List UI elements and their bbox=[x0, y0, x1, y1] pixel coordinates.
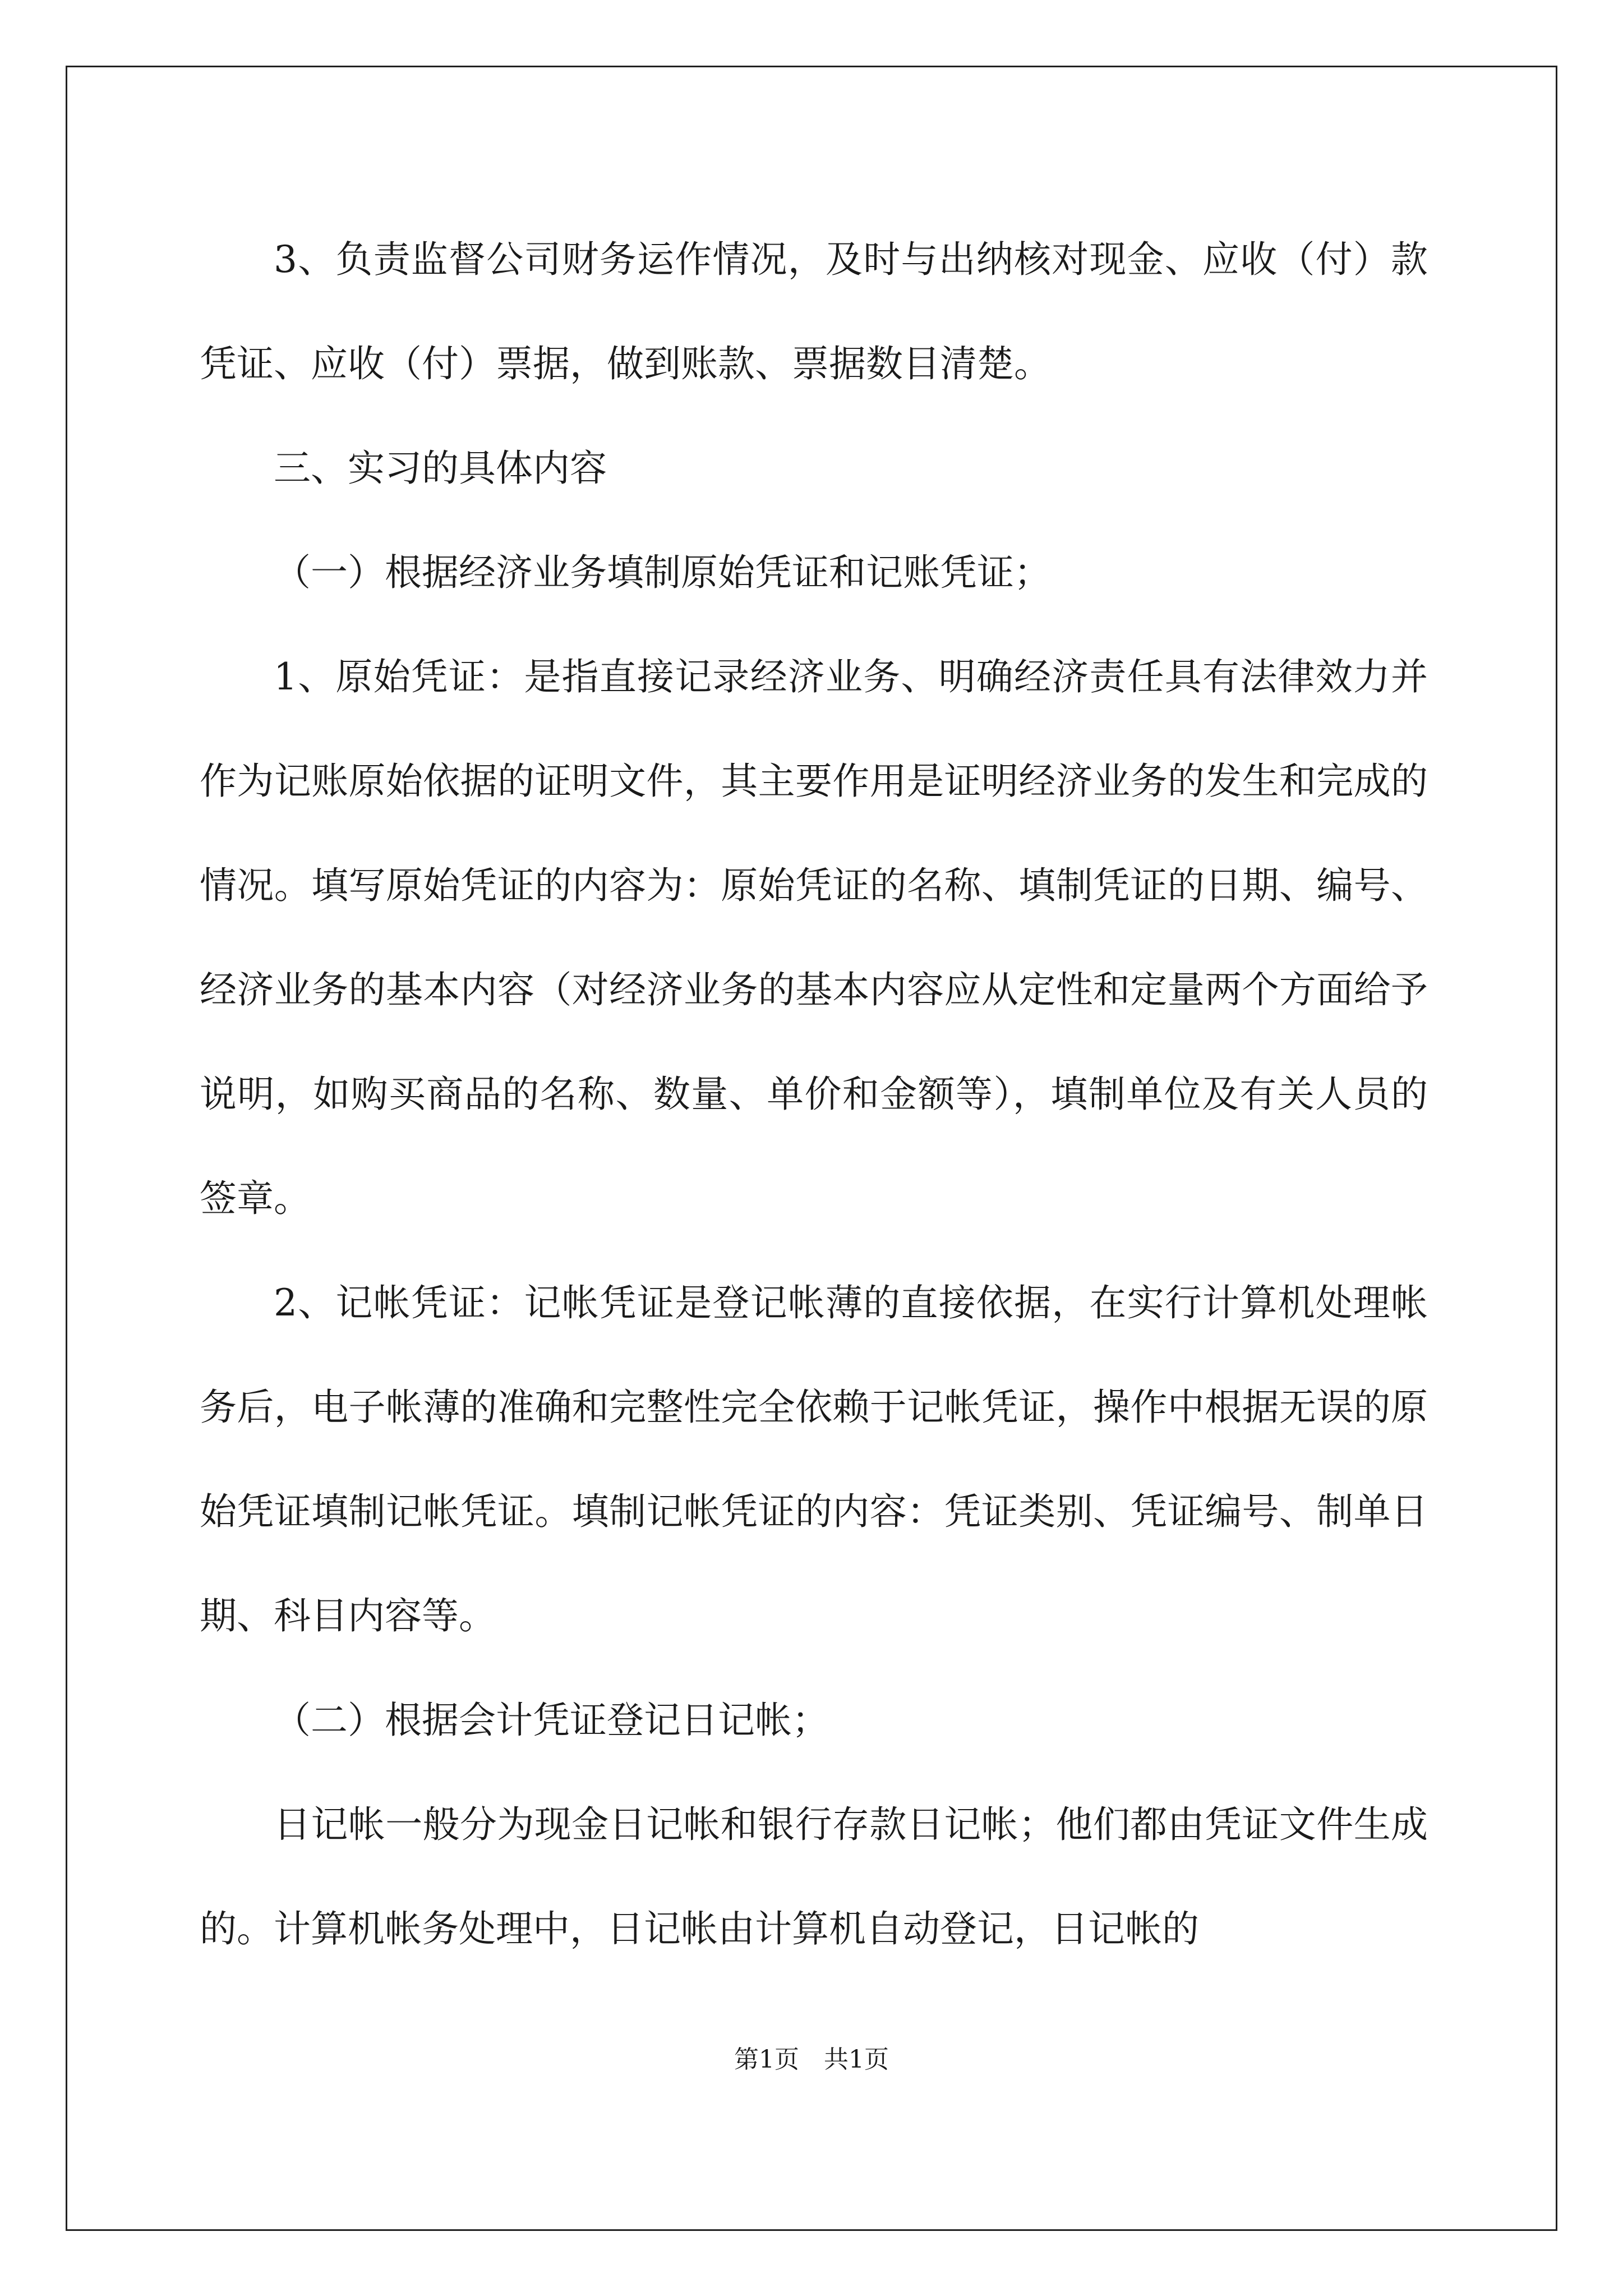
page-number: 第1页 共1页 bbox=[734, 2045, 889, 2074]
section-heading-3: 三、实习的具体内容 bbox=[274, 447, 607, 490]
document-body bbox=[200, 208, 1428, 1981]
paragraph-duty-3: 3、负责监督公司财务运作情况，及时与出纳核对现金、应收（付）款凭证、应收（付）票据，做到账款、票据数目清楚。 bbox=[200, 238, 1428, 385]
paragraph-accounting-voucher: 2、记帐凭证：记帐凭证是登记帐薄的直接依据，在实行计算机处理帐务后，电子帐薄的准确和完整性完全依赖于记帐凭证，操作中根据无误的原始凭证填制记帐凭证。填制记帐凭证的内容：凭证类别、凭证编号、制单日期、科目内容等。 bbox=[200, 1281, 1428, 1637]
paragraph-original-voucher: 1、原始凭证：是指直接记录经济业务、明确经济责任具有法律效力并作为记账原始依据的证明文件，其主要作用是证明经济业务的发生和完成的情况。填写原始凭证的内容为：原始凭证的名称、填制凭证的日期、编号、经济业务的基本内容（对经济业务的基本内容应从定性和定量两个方面给予说明，如购买商品的名称、数量、单价和金额等），填制单位及有关人员的签章。 bbox=[200, 655, 1428, 1220]
subsection-heading-1: （一）根据经济业务填制原始凭证和记账凭证； bbox=[274, 551, 1051, 594]
paragraph-journal: 日记帐一般分为现金日记帐和银行存款日记帐；他们都由凭证文件生成的。计算机帐务处理中，日记帐由计算机自动登记，日记帐的 bbox=[200, 1803, 1428, 1950]
subsection-heading-2: （二）根据会计凭证登记日记帐； bbox=[274, 1699, 829, 1742]
